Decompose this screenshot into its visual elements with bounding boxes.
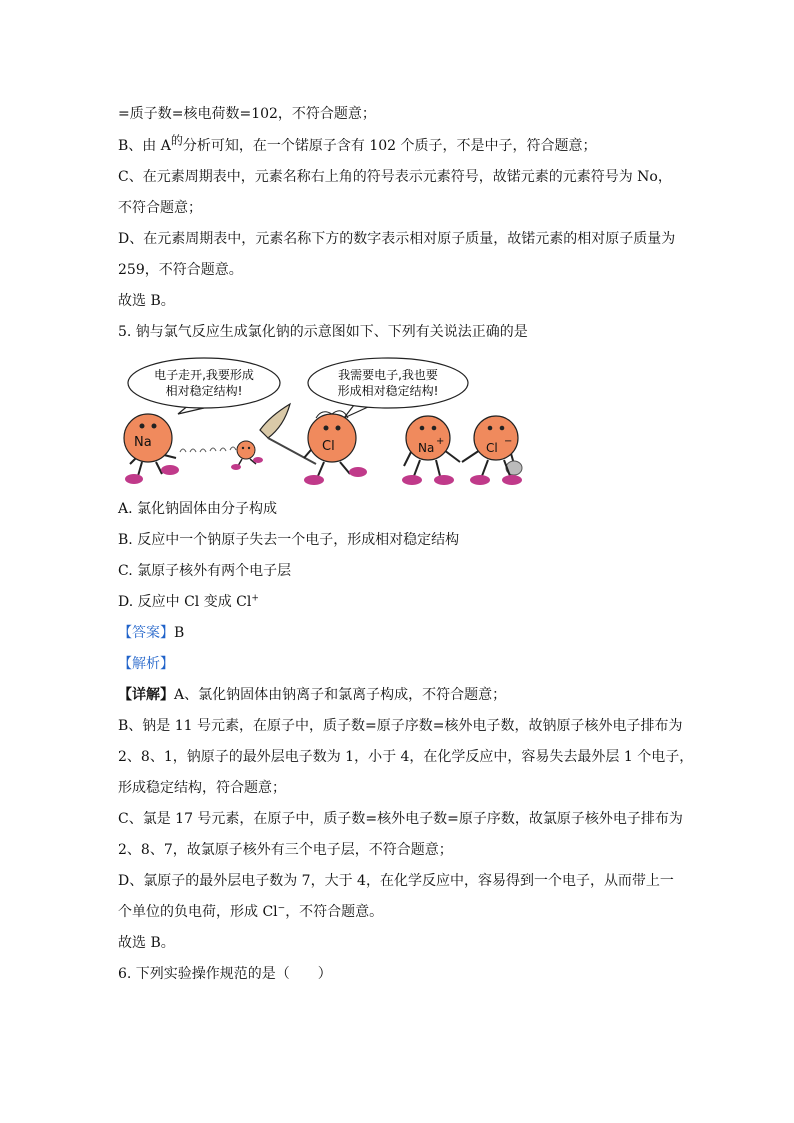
detail-c-line2: 2、8、7，故氯原子核外有三个电子层，不符合题意； <box>118 842 453 858</box>
speech-bubble-left <box>128 358 280 414</box>
detail-b-line3: 形成稳定结构，符合题意； <box>118 780 286 796</box>
detail-b-line1: B、钠是 11 号元素，在原子中，质子数=原子序数=核外电子数，故钠原子核外电子排布为 <box>118 718 683 734</box>
q4-option-c-line2: 不符合题意； <box>118 200 202 216</box>
answer-tag: 【答案】 <box>118 625 174 641</box>
electron-character <box>231 441 263 470</box>
na-cl-reaction-illustration <box>118 352 528 490</box>
cl-atom-label: Cl <box>322 439 335 454</box>
bubble-right-line2: 形成相对稳定结构! <box>337 384 439 398</box>
q5-option-c: C. 氯原子核外有两个电子层 <box>118 563 292 579</box>
detail-d-line1: D、氯原子的最外层电子数为 7，大于 4，在化学反应中，容易得到一个电子，从而带上一 <box>118 873 674 889</box>
cl-ion-label: Cl <box>486 441 498 455</box>
answer-value: B <box>174 625 185 641</box>
q5-option-a: A. 氯化钠固体由分子构成 <box>118 501 278 517</box>
bubble-left-line1: 电子走开,我要形成 <box>154 368 254 382</box>
q5-option-d <box>118 593 259 611</box>
detail-d-text: 个单位的负电荷，形成 Cl <box>118 904 278 920</box>
q4-b-prefix: B、由 A <box>118 138 171 154</box>
q5-answer <box>118 624 184 642</box>
q4-option-d-line1: D、在元素周期表中，元素名称下方的数字表示相对原子质量，故锘元素的相对原子质量为 <box>118 231 676 247</box>
sodium-atom-character <box>124 414 179 484</box>
na-atom-label: Na <box>134 435 152 450</box>
chlorine-atom-character <box>304 411 367 485</box>
q5-option-d-charge: + <box>251 593 259 604</box>
q4-b-small: 的 <box>170 133 183 148</box>
q4-option-d-line2: 259，不符合题意。 <box>118 262 243 278</box>
q4-b-text: 分析可知，在一个锘原子含有 102 个质子，不是中子，符合题意； <box>182 138 597 154</box>
electron-motion-trail <box>180 447 236 452</box>
detail-b-line2: 2、8、1，钠原子的最外层电子数为 1，小于 4，在化学反应中，容易失去最外层 1 个电子， <box>118 749 694 765</box>
detail-tag: 【详解】 <box>118 687 174 703</box>
q5-option-d-text: D. 反应中 Cl 变成 Cl <box>118 594 252 610</box>
detail-d-charge: − <box>277 903 286 914</box>
bubble-right-line1: 我需要电子,我也要 <box>338 368 438 382</box>
detail-c-line1: C、氯是 17 号元素，在原子中，质子数=核外电子数=原子序数，故氯原子核外电子排布为 <box>118 811 683 827</box>
q5-option-b: B. 反应中一个钠原子失去一个电子，形成相对稳定结构 <box>118 532 460 548</box>
detail-a-text: A、氯化钠固体由钠离子和氯离子构成，不符合题意； <box>174 687 507 703</box>
q5-choose: 故选 B。 <box>118 935 175 951</box>
detail-d-line2 <box>118 903 383 921</box>
bubble-left-line2: 相对稳定结构! <box>165 384 243 398</box>
detail-a <box>118 686 506 704</box>
q4-choose: 故选 B。 <box>118 293 175 309</box>
na-ion-charge: + <box>436 436 445 447</box>
speech-bubble-right <box>308 358 468 418</box>
q4-prev-line: =质子数=核电荷数=102，不符合题意； <box>118 106 376 122</box>
q4-option-b-analysis <box>118 133 597 155</box>
na-ion-label: Na <box>418 441 435 455</box>
q5-stem: 5. 钠与氯气反应生成氯化钠的示意图如下、下列有关说法正确的是 <box>118 324 528 340</box>
analysis-tag: 【解析】 <box>118 656 174 672</box>
q6-stem: 6. 下列实验操作规范的是（ ） <box>118 966 332 982</box>
cl-ion-charge: − <box>504 436 513 447</box>
detail-d-tail: ，不符合题意。 <box>285 904 384 920</box>
chloride-ion-character <box>462 416 522 485</box>
sodium-ion-character <box>402 416 460 485</box>
q4-option-c-line1: C、在元素周期表中，元素名称右上角的符号表示元素符号，故锘元素的元素符号为 No， <box>118 169 672 185</box>
